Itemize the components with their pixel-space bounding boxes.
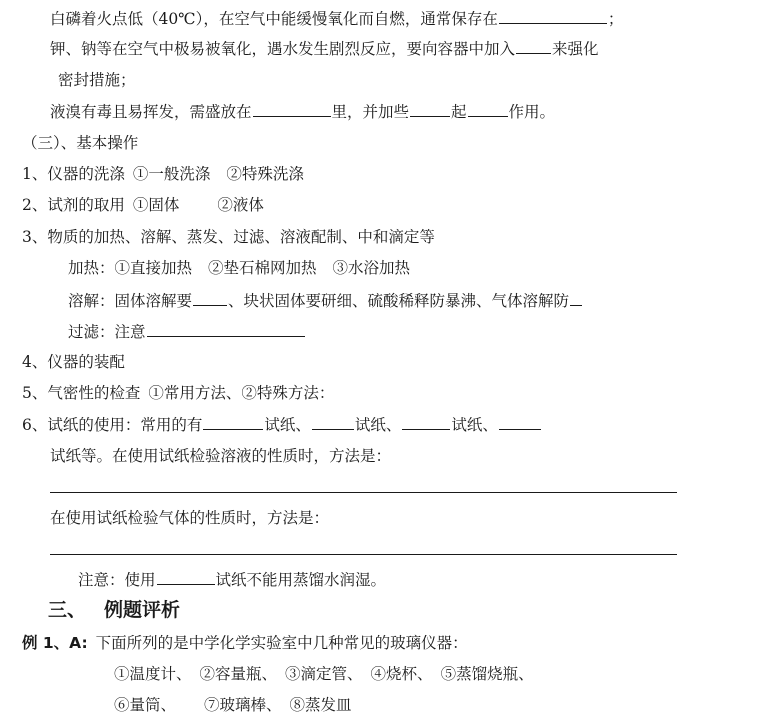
- test-paper-blank-2[interactable]: [312, 414, 354, 430]
- instrument-beaker: ④烧杯、: [370, 665, 433, 683]
- test-paper-blank-3[interactable]: [402, 414, 450, 430]
- item-4-assembly: [22, 352, 125, 372]
- test-paper-blank-1[interactable]: [203, 414, 263, 430]
- item-number: 5、: [22, 384, 48, 402]
- potassium-sodium-text: 钾、钠等在空气中极易被氧化，遇水发生剧烈反应，要向容器中加入: [50, 40, 516, 58]
- instrument-thermometer: ①温度计、: [114, 665, 192, 683]
- liquid-bromine-line: [50, 101, 555, 121]
- item-2-reagents: [22, 195, 264, 215]
- item-label: 试纸的使用：常用的有: [47, 416, 203, 434]
- liquid-bromine-mid2: 起: [451, 103, 467, 121]
- option-water-bath: ③水浴加热: [332, 259, 411, 277]
- example-text: 下面所列的是中学化学实验室中几种常见的玻璃仪器：: [95, 634, 468, 652]
- white-phosphorus-text: 白磷着火点低（40℃），在空气中能缓慢氧化而自燃，通常保存在: [50, 10, 498, 28]
- instrument-burette: ③滴定管、: [285, 665, 363, 683]
- gas-method-prompt: 在使用试纸检验气体的性质时，方法是：: [50, 509, 330, 527]
- test-paper-blank-4[interactable]: [499, 414, 541, 430]
- dissolving-text: 固体溶解要: [114, 292, 193, 310]
- option-liquid: ②液体: [217, 196, 264, 214]
- filtering-label: 过滤：: [68, 323, 115, 341]
- section-number: 三、: [48, 599, 87, 621]
- item-number: 6、: [22, 416, 48, 434]
- option-solid: ①固体: [132, 196, 180, 214]
- bromine-function-blank[interactable]: [468, 101, 508, 117]
- white-phosphorus-blank[interactable]: [499, 8, 607, 24]
- example-1-line: [22, 633, 468, 653]
- filtering-line: [68, 321, 306, 341]
- item-5-airtightness: [22, 383, 334, 403]
- potassium-sodium-continuation: [58, 70, 136, 90]
- bromine-container-blank[interactable]: [253, 101, 331, 117]
- dissolving-blank-1[interactable]: [193, 290, 227, 306]
- dissolving-line: [68, 290, 583, 310]
- note-text: 注意：使用: [78, 571, 156, 589]
- instruments-row-2: [114, 695, 352, 715]
- paper-suffix: 试纸、: [451, 416, 498, 434]
- solution-method-answer-line[interactable]: [50, 492, 677, 493]
- punctuation: ；: [607, 10, 624, 28]
- test-paper-continuation: [50, 446, 391, 466]
- instrument-glass-rod: ⑦玻璃棒、: [204, 696, 282, 714]
- instrument-graduated-cylinder: ⑥量筒、: [114, 696, 177, 714]
- item-label: 仪器的装配: [47, 353, 125, 371]
- instruments-row-1: [114, 664, 534, 684]
- note-line: [78, 569, 386, 589]
- white-phosphorus-line: [50, 8, 623, 28]
- item-number: 2、: [22, 196, 48, 214]
- solution-method-prompt: 试纸等。在使用试纸检验溶液的性质时，方法是：: [50, 447, 392, 465]
- airtightness-methods: ①常用方法、②特殊方法：: [148, 384, 335, 402]
- potassium-sodium-blank[interactable]: [516, 38, 551, 54]
- liquid-bromine-text: 液溴有毒且易挥发，需盛放在: [50, 103, 252, 121]
- note-blank[interactable]: [157, 569, 215, 585]
- item-number: 3、: [22, 228, 48, 246]
- potassium-sodium-text-after: 来强化: [552, 40, 599, 58]
- item-label: 仪器的洗涤: [47, 165, 125, 183]
- continuation-text: 密封措施；: [58, 71, 136, 89]
- gas-method-line: [50, 508, 329, 528]
- heating-label: 加热：: [68, 259, 115, 277]
- paper-suffix: 试纸、: [264, 416, 311, 434]
- section-title: 例题评析: [104, 599, 181, 621]
- option-direct-heating: ①直接加热: [114, 259, 193, 277]
- dissolving-blank-2[interactable]: [570, 290, 582, 306]
- bromine-additive-blank[interactable]: [410, 101, 450, 117]
- potassium-sodium-line: [50, 38, 599, 58]
- option-general-wash: ①一般洗涤: [132, 165, 211, 183]
- gas-method-answer-line[interactable]: [50, 554, 677, 555]
- option-asbestos-heating: ②垫石棉网加热: [208, 259, 317, 277]
- paper-suffix: 试纸、: [354, 416, 402, 434]
- section-examples-title: [48, 598, 180, 622]
- item-6-test-paper: [22, 414, 542, 434]
- item-number: 4、: [22, 353, 48, 371]
- item-1-washing: [22, 164, 304, 184]
- filtering-blank[interactable]: [147, 321, 305, 337]
- item-label: 气密性的检查: [47, 384, 141, 402]
- instrument-distillation-flask: ⑤蒸馏烧瓶、: [440, 665, 534, 683]
- section-title-text: （三）、基本操作: [22, 134, 139, 152]
- liquid-bromine-after: 作用。: [508, 103, 556, 121]
- item-label: 试剂的取用: [47, 196, 125, 214]
- liquid-bromine-mid1: 里，并加些: [331, 103, 410, 121]
- dissolving-text-after: 、块状固体要研细、硫酸稀释防暴沸、气体溶解防: [228, 292, 570, 310]
- instrument-volumetric-flask: ②容量瓶、: [199, 665, 278, 683]
- option-special-wash: ②特殊洗涤: [226, 165, 304, 183]
- item-number: 1、: [22, 165, 48, 183]
- dissolving-label: 溶解：: [68, 292, 115, 310]
- filtering-text: 注意: [114, 323, 146, 341]
- instrument-evaporating-dish: ⑧蒸发皿: [289, 696, 352, 714]
- section-basic-ops-title: [22, 133, 138, 153]
- note-text-after: 试纸不能用蒸馏水润湿。: [215, 571, 387, 589]
- item-label: 物质的加热、溶解、蒸发、过滤、溶液配制、中和滴定等: [47, 228, 435, 246]
- item-3-operations: [22, 227, 435, 247]
- example-label: 例 1、A:: [22, 634, 88, 652]
- heating-line: [68, 258, 410, 278]
